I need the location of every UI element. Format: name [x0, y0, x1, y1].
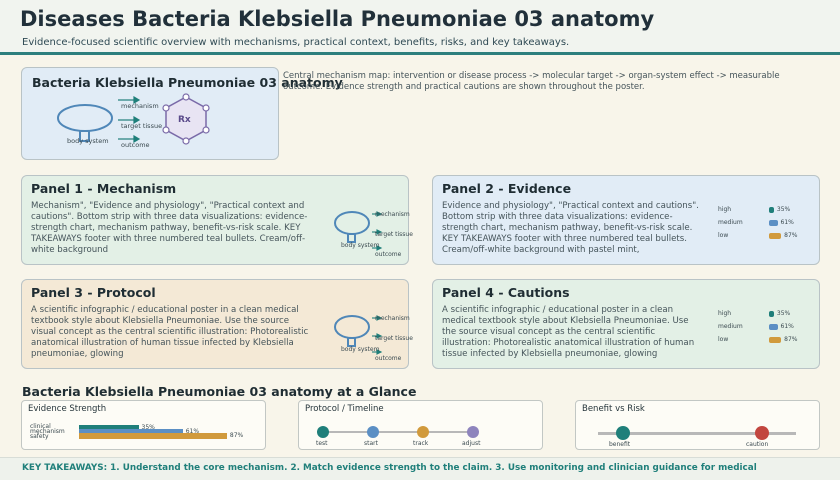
cell-icon — [335, 212, 369, 234]
cell-stem-icon — [348, 234, 355, 242]
caution-label: caution — [746, 441, 769, 448]
hero-arrow-label-mechanism: mechanism — [121, 102, 159, 110]
hero-arrow-label-target: target tissue — [121, 122, 163, 130]
mini-bar-value: 35% — [776, 206, 791, 213]
evidence-bar-label: clinical — [30, 423, 51, 430]
mini-bar — [769, 220, 778, 226]
panel-3-body: A scientific infographic / educational poster in a clean medical textbook style about Klebsiella Pneumoniae. Use the source visual concept as the central scientific illustration: Photorealistic anatomical illustration of human tissue infected by Klebsiella pneumoniae, glowing — [31, 305, 309, 359]
evidence-bar-value: 87% — [229, 432, 244, 439]
mini-bar — [769, 337, 781, 343]
mini-bar — [769, 233, 781, 239]
rx-label: Rx — [178, 115, 191, 125]
evidence-bar — [79, 433, 227, 439]
panel-3-body-label: body system — [341, 346, 380, 353]
header-divider — [0, 52, 840, 55]
mini-bar-label: medium — [718, 219, 743, 226]
mini-bar-label: high — [718, 206, 732, 213]
panel-1-title: Panel 1 - Mechanism — [31, 181, 177, 196]
panel-1-label-mechanism: mechanism — [375, 211, 410, 218]
hero-body-label: body system — [67, 137, 109, 145]
panel-2-body: Evidence and physiology", "Practical context and cautions". Bottom strip with three data visualizations: evidence-strength chart, mechanism pathway, benefit-vs-risk scale. KEY TAKEAWAYS footer with three numbered teal bullets. Cream/off-white background with pastel mint, — [442, 201, 699, 255]
hero-title: Bacteria Klebsiella Pneumoniae 03 anatomy — [32, 75, 343, 90]
panel-1-label-outcome: outcome — [375, 251, 402, 258]
evidence-bar-label: mechanism — [30, 428, 65, 435]
panel-4-body: A scientific infographic / educational poster in a clean medical textbook style about Klebsiella Pneumoniae. Use the source visual concept as the central scientific illustration: Photorealistic anatomical illustration of human tissue infected by Klebsiella pneumoniae, glowing — [442, 305, 695, 359]
timeline-step-dot — [367, 426, 379, 438]
protocol-timeline-title: Protocol / Timeline — [305, 404, 384, 414]
mini-bar-value: 61% — [780, 219, 794, 226]
panel-2-mini-bars — [718, 202, 814, 244]
benefit-label: benefit — [609, 441, 631, 448]
body-cell-icon — [58, 105, 112, 131]
timeline-line — [323, 431, 473, 433]
mini-bar-label: high — [718, 310, 732, 317]
panel-2-title: Panel 2 - Evidence — [442, 181, 572, 196]
mini-bar-value: 35% — [776, 310, 791, 317]
panel-4-mini-bars — [718, 306, 814, 348]
benefit-marker — [616, 426, 630, 440]
evidence-bar-value: 35% — [141, 424, 155, 431]
evidence-bars — [28, 420, 260, 448]
panel-3-label-mechanism: mechanism — [375, 315, 410, 322]
takeaways-text: KEY TAKEAWAYS: 1. Understand the core mechanism. 2. Match evidence strength to the claim. 3. Use monitoring and clinician guidance for medical — [22, 463, 757, 473]
timeline-step-label: track — [413, 440, 429, 447]
hero-arrow-label-outcome: outcome — [121, 141, 150, 149]
evidence-strength-title: Evidence Strength — [28, 404, 107, 414]
benefit-risk-title: Benefit vs Risk — [582, 404, 645, 414]
mini-bar — [769, 207, 774, 213]
panel-3-title: Panel 3 - Protocol — [31, 285, 156, 300]
panel-1-body-label: body system — [341, 242, 380, 249]
timeline-step-label: test — [316, 440, 328, 447]
mini-bar-label: medium — [718, 323, 743, 330]
mini-bar-label: low — [718, 336, 729, 343]
panel-4-title: Panel 4 - Cautions — [442, 285, 570, 300]
timeline-step-dot — [317, 426, 329, 438]
mini-bar — [769, 324, 778, 330]
evidence-bar-label: safety — [30, 433, 49, 440]
cell-icon — [335, 316, 369, 338]
timeline-step-label: adjust — [462, 440, 481, 447]
caution-marker — [755, 426, 769, 440]
cell-stem-icon — [348, 338, 355, 346]
mini-bar — [769, 311, 774, 317]
timeline-step-label: start — [364, 440, 378, 447]
hero-description: Central mechanism map: intervention or disease process -> molecular target -> organ-system effect -> measurable outcome. Evidence strength and practical cautions are shown throughout the poster. — [283, 71, 780, 92]
glance-title: Bacteria Klebsiella Pneumoniae 03 anatomy at a Glance — [22, 384, 417, 399]
panel-3-label-target: target tissue — [375, 335, 413, 342]
panel-1-label-target: target tissue — [375, 231, 413, 238]
evidence-bar-value: 61% — [185, 428, 200, 435]
page-title: Diseases Bacteria Klebsiella Pneumoniae 03 anatomy — [20, 7, 655, 31]
timeline-step-dot — [417, 426, 429, 438]
mini-bar-value: 87% — [784, 336, 798, 343]
mini-bar-value: 87% — [784, 232, 798, 239]
timeline-step-dot — [467, 426, 479, 438]
page-subtitle: Evidence-focused scientific overview with mechanisms, practical context, benefits, risks, and key takeaways. — [22, 37, 570, 48]
mini-bar-label: low — [718, 232, 729, 239]
panel-1-body: Mechanism", "Evidence and physiology", "Practical context and cautions". Bottom strip with three data visualizations: evidence-strength chart, mechanism pathway, benefit-vs-risk scale. KEY TAKEAWAYS footer with three numbered teal bullets. Cream/off-white background — [31, 201, 308, 255]
mini-bar-value: 61% — [780, 323, 794, 330]
panel-3-label-outcome: outcome — [375, 355, 402, 362]
